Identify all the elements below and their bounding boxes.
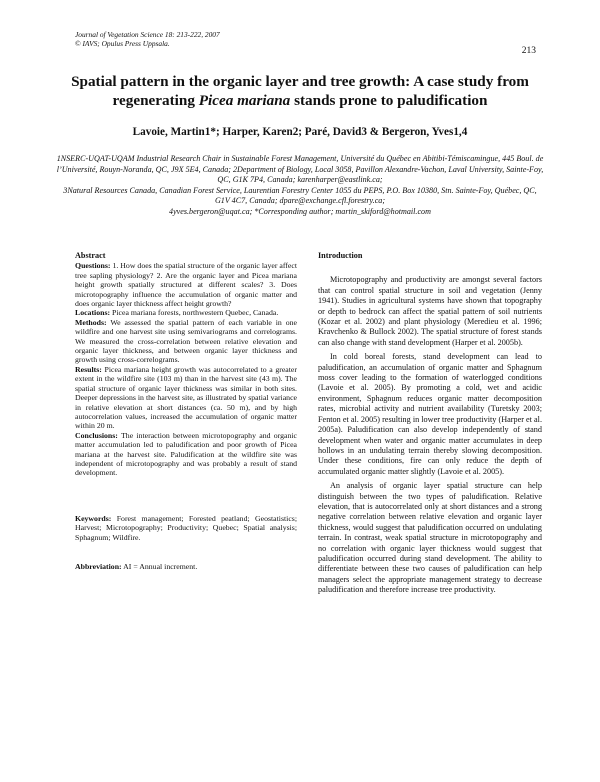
title-part-1: Spatial pattern in the organic layer and tree growth: A case study from regenerating [71,73,529,109]
left-column [75,251,297,571]
journal-header [75,30,220,48]
methods-text: We assessed the spatial pattern of each variable in one wildfire and one harvest site using semivariograms and correlograms. We measured the cross-correlation between relative elevation and organic layer thickness, and between organic layer thickness and growth using cross-correlograms. [75,317,297,365]
keywords [75,514,297,542]
affiliation-2: 3Natural Resources Canada, Canadian Forest Service, Laurentian Forestry Center 1055 du PEPS, P.O. Box 10380, Stn. Sainte-Foy, Québec, QC, G1V 4C7, Canada; dpare@exchange.cfl.forestry.ca; [63,185,537,205]
introduction-heading: Introduction [318,251,363,260]
affiliations [55,154,545,217]
author-list: Lavoie, Martin1*; Harper, Karen2; Paré, David3 & Bergeron, Yves1,4 [132,126,468,138]
keywords-label: Keywords: [75,513,112,523]
results-text: Picea mariana height growth was autocorrelated to a greater extent in the wildfire site (103 m) than in the harvest site (43 m). The spatial structure of organic layer thickness was similar in both sites. Deeper depressions in the harvest site, as illustrated by spatial variance in relative elevation at short distances (ca. 50 m), and by high autocorrelation values, increased the accumulation of organic matter within 20 m. [75,364,297,431]
abstract-questions [75,261,297,308]
intro-paragraph-2: In cold boreal forests, stand development can lead to paludification, an accumulation of organic matter and Sphagnum moss cover leading to the formation of waterlogged conditions (Lavoie et al. 2005). By promoting a cold, wet and acidic environment, Sphagnum reduces organic matter decomposition rates, microbial activity and nutrient availability (Turetsky 2003; Fenton et al. 2005) resulting in lower tree productivity (Harper et al. 2005a). Paludification can also develop independently of stand development when water and organic matter accumulates in deep hollows in an undulating terrain thereby slowing decomposition. Under these conditions, fire can only reduce the depth of accumulated organic matter slightly (Lavoie et al. 2005). [318,352,542,476]
abbreviation-label: Abbreviation: [75,561,122,571]
locations-text: Picea mariana forests, northwestern Quebec, Canada. [110,308,279,318]
abbreviation-text: AI = Annual increment. [121,561,198,571]
abstract-results [75,365,297,431]
title-part-2: stands prone to paludification [290,92,488,109]
questions-text: 1. How does the spatial structure of the organic layer affect tree sapling physiology? 2. Are the organic layer and Picea mariana height growth spatially structured at different scales? 3. Does microtopography influence the accumulation of organic matter and does organic layer thickness affect height growth? [75,261,297,309]
page-number: 213 [521,46,536,56]
journal-publisher: © IAVS; Opulus Press Uppsala. [75,39,170,48]
affiliation-3: 4yves.bergeron@uqat.ca; *Corresponding author; martin_skiford@hotmail.com [169,206,431,216]
paper-title [40,72,560,110]
affiliation-1: 1NSERC-UQAT-UQAM Industrial Research Chair in Sustainable Forest Management, Université du Québec en Abitibi-Témiscamingue, 445 Boul. de l’Université, Rouyn-Noranda, QC, J9X 5E4, Canada; 2Department of Biology, Local 3058, Pavillon Alexandre-Vachon, Laval University, Sainte-Foy, QC, G1K 7P4, Canada; karenharper@eastlink.ca; [56,154,544,184]
abbreviation [75,562,297,571]
methods-label: Methods: [75,317,107,327]
abstract-heading: Abstract [75,251,106,260]
abstract-body [75,261,297,477]
abstract-methods [75,318,297,365]
questions-label: Questions: [75,261,111,271]
results-label: Results: [75,364,102,374]
conclusions-text: The interaction between microtopography and organic matter accumulation led to paludification and poor growth of Picea mariana at the harvest site. Paludification at the wildfire site was independent of microtopography and was probably a result of stand development. [75,430,297,478]
journal-citation: Journal of Vegetation Science 18: 213-222, 2007 [75,30,220,39]
locations-label: Locations: [75,308,111,318]
abstract-locations [75,308,297,317]
intro-paragraph-3: An analysis of organic layer spatial structure can help distinguish between the two types of paludification. Relative elevation, that is autocorrelated only at short distances and a strong negative correlation between relative elevation and organic layer thickness, would suggest that paludification occurred on undulating terrain. In contrast, weak spatial structure in microtopography and no correlation with organic layer thickness would suggest that paludification occurred during stand development. The ability to differentiate between these two causes of paludification can help managers select the appropriate management strategy to decrease paludification and therefore increase tree productivity. [318,481,542,595]
conclusions-label: Conclusions: [75,430,118,440]
keywords-text: Forest management; Forested peatland; Geostatistics; Harvest; Microtopography; Productivity; Quebec; Spatial analysis; Sphagnum; Wildfire. [75,513,297,542]
intro-paragraph-1: Microtopography and productivity are amongst several factors that can control spatial structure in soil and vegetation (Jenny 1941). Studies in agricultural systems have shown that topography or depth to bedrock can affect the spatial pattern of soil nutrients (Kozar et al. 2002) and plant physiology (Meredieu et al. 1996; Kravchenko & Bullock 2002). The spatial structure of forest stands can also change with stand development (Harper et al. 2005b). [318,275,542,347]
title-species: Picea mariana [198,92,291,109]
abstract-conclusions [75,431,297,478]
right-column [318,251,542,600]
